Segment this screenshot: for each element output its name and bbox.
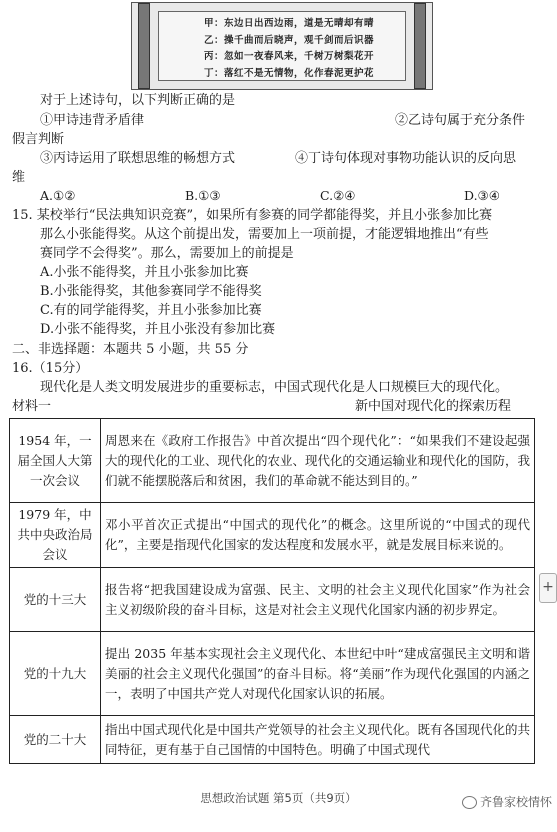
section-2-heading: 二、非选择题：本题共 5 小题，共 55 分 <box>12 342 249 357</box>
event-cell: 党的十九大 <box>10 632 101 716</box>
poem-jia: 甲：东边日出西边雨，道是无晴却有晴 <box>204 18 375 29</box>
table-row <box>10 419 535 503</box>
page-footer: 思想政治试题 第5页（共9页） <box>200 791 357 805</box>
q14-choice-d: D.③④ <box>464 188 500 203</box>
q14-choice-b: B.①③ <box>185 188 221 203</box>
poem-scroll-image <box>131 2 433 90</box>
poem-yi: 乙：操千曲而后晓声，观千剑而后识器 <box>204 34 375 46</box>
watermark-text: 齐鲁家校情怀 <box>480 795 553 809</box>
q15-option-d: D.小张不能得奖，并且小张没有参加比赛 <box>40 322 276 337</box>
event-cell: 党的十三大 <box>10 568 101 632</box>
q14-choice-c: C.②④ <box>320 188 356 203</box>
q14-option-3: ③丙诗运用了联想思维的畅想方式 <box>40 151 236 166</box>
description-cell: 周恩来在《政府工作报告》中首次提出“四个现代化”：“如果我们不建设起强大的现代化的工业、现代化的农业、现代化的交通运输业和现代化的国防，我们就不能摆脱落后和贫困，我们的革命就不能达到目的。” <box>101 419 535 503</box>
event-cell: 党的二十大 <box>10 716 101 764</box>
q15-line-1: 15. 某校举行“民法典知识竞赛”，如果所有参赛的同学都能得奖，并且小张参加比赛 <box>12 208 493 223</box>
table-title: 新中国对现代化的探索历程 <box>355 399 512 414</box>
q14-option-4-cont: 维 <box>12 170 26 185</box>
description-cell: 报告将“把我国建设成为富强、民主、文明的社会主义现代化国家”作为社会主义初级阶段的奋斗目标，这是对社会主义现代化国家内涵的初步界定。 <box>101 568 535 632</box>
expand-button[interactable]: + <box>539 573 557 603</box>
q15-option-b: B.小张能得奖，其他参赛同学不能得奖 <box>40 284 262 299</box>
poem-lines <box>204 16 374 82</box>
scroll-rod-right <box>414 3 426 89</box>
q16-intro: 现代化是人类文明发展进步的重要标志，中国式现代化是人口规模巨大的现代化。 <box>40 380 509 395</box>
event-cell: 1979 年，中共中央政治局会议 <box>10 503 101 568</box>
q14-option-4: ④丁诗句体现对事物功能认识的反向思 <box>295 151 517 166</box>
description-cell: 指出中国式现代化是中国共产党领导的社会主义现代化。既有各国现代化的共同特征，更有基于自己国情的中国特色。明确了中国式现代 <box>101 716 535 764</box>
description-cell: 邓小平首次正式提出“中国式的现代化”的概念。这里所说的“中国式的现代化”，主要是指现代化国家的发达程度和发展水平，就是发展目标来说的。 <box>101 503 535 568</box>
event-cell: 1954 年，一届全国人大第一次会议 <box>10 419 101 503</box>
poem-ding: 丁：落红不是无情物，化作春泥更护花 <box>204 67 375 79</box>
q15-line-2: 那么小张能得奖。从这个前提出发，需要加上一项前提，才能逻辑地推出“有些 <box>40 227 489 242</box>
modernization-timeline-table <box>9 418 535 764</box>
table-row <box>10 568 535 632</box>
q14-option-2-cont: 假言判断 <box>12 132 65 147</box>
description-cell: 提出 2035 年基本实现社会主义现代化、本世纪中叶“建成富强民主文明和谐美丽的社会主义现代化强国”的奋斗目标。将“美丽”作为现代化强国的内涵之一，表明了中国共产党人对现代化国家认识的拓展。 <box>101 632 535 716</box>
table-row <box>10 632 535 716</box>
scroll-paper <box>158 11 406 81</box>
q14-choice-a: A.①② <box>40 188 76 203</box>
table-row <box>10 503 535 568</box>
scroll-rod-left <box>138 3 150 89</box>
watermark <box>462 793 552 810</box>
q14-stem: 对于上述诗句，以下判断正确的是 <box>40 93 236 108</box>
q15-line-3: 赛同学不会得奖”。那么，需要加上的前提是 <box>40 246 294 261</box>
q14-option-1: ①甲诗违背矛盾律 <box>40 113 145 128</box>
poem-bing: 丙：忽如一夜春风来，千树万树梨花开 <box>204 51 375 62</box>
wechat-icon <box>462 796 477 809</box>
q15-option-c: C.有的同学能得奖，并且小张参加比赛 <box>40 303 262 318</box>
material-1-label: 材料一 <box>12 399 52 414</box>
q14-option-2: ②乙诗句属于充分条件 <box>395 113 526 128</box>
q16-number: 16.（15分） <box>12 361 89 376</box>
table-row <box>10 716 535 764</box>
q15-option-a: A.小张不能得奖，并且小张参加比赛 <box>40 265 249 280</box>
